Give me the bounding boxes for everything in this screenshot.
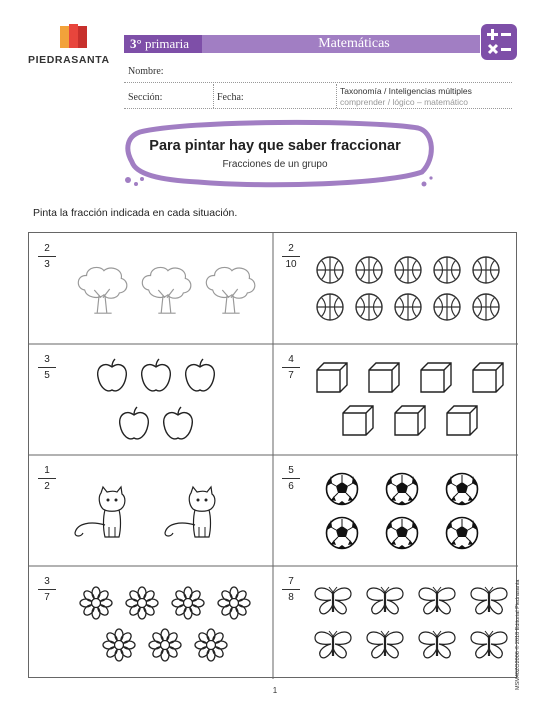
fraction-denominator: 7 bbox=[44, 592, 50, 603]
grade-label bbox=[130, 36, 189, 52]
page-title: Para pintar hay que saber fraccionar bbox=[149, 138, 401, 154]
math-operations-icon bbox=[481, 24, 517, 60]
cube-icon[interactable] bbox=[367, 361, 401, 393]
basketball-icon[interactable] bbox=[315, 292, 345, 322]
exercise-cell-butterflies bbox=[273, 566, 517, 677]
basketball-icon[interactable] bbox=[432, 292, 462, 322]
butterfly-icon[interactable] bbox=[365, 586, 405, 616]
tree-icon[interactable] bbox=[73, 263, 131, 317]
soccer-ball-icon[interactable] bbox=[325, 516, 359, 550]
cube-icon[interactable] bbox=[471, 361, 505, 393]
tree-icon[interactable] bbox=[201, 263, 259, 317]
basketball-icon[interactable] bbox=[393, 255, 423, 285]
fraction bbox=[38, 243, 56, 271]
flower-icon[interactable] bbox=[148, 628, 182, 662]
exercise-cell-trees bbox=[29, 233, 273, 344]
nombre-line[interactable] bbox=[124, 82, 512, 83]
taxonomy-values: comprender / lógico – matemático bbox=[340, 97, 469, 107]
seccion-line bbox=[124, 108, 512, 109]
fraction-denominator: 3 bbox=[44, 259, 50, 270]
apple-icon[interactable] bbox=[139, 358, 173, 394]
fraction-denominator: 7 bbox=[288, 370, 294, 381]
fraction-denominator: 5 bbox=[44, 370, 50, 381]
cube-icon[interactable] bbox=[419, 361, 453, 393]
exercise-cell-soccer-balls bbox=[273, 455, 517, 566]
butterfly-icon[interactable] bbox=[469, 586, 509, 616]
fraction-numerator: 1 bbox=[44, 465, 50, 476]
exercise-cell-flowers bbox=[29, 566, 273, 677]
side-copyright bbox=[512, 550, 522, 690]
soccer-ball-icon[interactable] bbox=[385, 516, 419, 550]
basketball-icon[interactable] bbox=[315, 255, 345, 285]
grade-number: 3° bbox=[130, 36, 142, 51]
soccer-ball-icon[interactable] bbox=[445, 472, 479, 506]
butterfly-icon[interactable] bbox=[313, 586, 353, 616]
fraction-numerator: 3 bbox=[44, 576, 50, 587]
fraction-numerator: 3 bbox=[44, 354, 50, 365]
soccer-ball-icon[interactable] bbox=[385, 472, 419, 506]
fraction-denominator: 8 bbox=[288, 592, 294, 603]
divider bbox=[213, 84, 214, 108]
exercise-grid bbox=[28, 232, 517, 678]
grade-level: primaria bbox=[141, 36, 189, 51]
exercise-cell-basketballs bbox=[273, 233, 517, 344]
fraction-numerator: 2 bbox=[288, 243, 294, 254]
fraction bbox=[282, 243, 300, 271]
basketball-icon[interactable] bbox=[354, 292, 384, 322]
butterfly-icon[interactable] bbox=[365, 630, 405, 660]
basketball-icon[interactable] bbox=[432, 255, 462, 285]
basketball-icon[interactable] bbox=[354, 255, 384, 285]
book-logo-icon bbox=[58, 22, 98, 54]
soccer-ball-icon[interactable] bbox=[325, 472, 359, 506]
fraction-numerator: 7 bbox=[288, 576, 294, 587]
fraction bbox=[38, 354, 56, 382]
apple-icon[interactable] bbox=[95, 358, 129, 394]
cube-icon[interactable] bbox=[393, 404, 427, 436]
basketball-icon[interactable] bbox=[393, 292, 423, 322]
subject-title: Matemáticas bbox=[318, 36, 390, 51]
taxonomy-label: Taxonomía / Inteligencias múltiples bbox=[340, 86, 472, 96]
fecha-label: Fecha: bbox=[217, 92, 244, 103]
apple-icon[interactable] bbox=[117, 406, 151, 442]
fraction-numerator: 2 bbox=[44, 243, 50, 254]
fraction bbox=[282, 465, 300, 493]
butterfly-icon[interactable] bbox=[313, 630, 353, 660]
flower-icon[interactable] bbox=[217, 586, 251, 620]
flower-icon[interactable] bbox=[125, 586, 159, 620]
nombre-label: Nombre: bbox=[128, 66, 164, 77]
cube-icon[interactable] bbox=[445, 404, 479, 436]
tree-icon[interactable] bbox=[137, 263, 195, 317]
flower-icon[interactable] bbox=[171, 586, 205, 620]
exercise-cell-cubes bbox=[273, 344, 517, 455]
piedrasanta-logo bbox=[28, 22, 118, 68]
seccion-label: Sección: bbox=[128, 92, 163, 103]
title-banner bbox=[118, 118, 438, 194]
flower-icon[interactable] bbox=[194, 628, 228, 662]
page-number: 1 bbox=[272, 686, 278, 695]
fraction-denominator: 10 bbox=[285, 259, 297, 270]
brand-name: PIEDRASANTA bbox=[28, 54, 110, 66]
fraction bbox=[282, 576, 300, 604]
fraction-numerator: 4 bbox=[288, 354, 294, 365]
fraction-denominator: 6 bbox=[288, 481, 294, 492]
fraction bbox=[282, 354, 300, 382]
copyright-text: MSM40ZO2006 © 2018 Editorial Piedrasanta bbox=[515, 579, 521, 690]
cat-icon[interactable] bbox=[71, 485, 135, 541]
exercise-cell-cats bbox=[29, 455, 273, 566]
cat-icon[interactable] bbox=[161, 485, 225, 541]
page-subtitle: Fracciones de un grupo bbox=[222, 159, 328, 170]
apple-icon[interactable] bbox=[183, 358, 217, 394]
fraction-denominator: 2 bbox=[44, 481, 50, 492]
fraction bbox=[38, 576, 56, 604]
butterfly-icon[interactable] bbox=[417, 586, 457, 616]
fraction bbox=[38, 465, 56, 493]
butterfly-icon[interactable] bbox=[469, 630, 509, 660]
butterfly-icon[interactable] bbox=[417, 630, 457, 660]
divider bbox=[336, 84, 337, 108]
header-bar bbox=[124, 35, 480, 53]
soccer-ball-icon[interactable] bbox=[445, 516, 479, 550]
flower-icon[interactable] bbox=[79, 586, 113, 620]
basketball-icon[interactable] bbox=[471, 292, 501, 322]
fraction-numerator: 5 bbox=[288, 465, 294, 476]
exercise-cell-apples bbox=[29, 344, 273, 455]
cube-icon[interactable] bbox=[315, 361, 349, 393]
flower-icon[interactable] bbox=[102, 628, 136, 662]
cube-icon[interactable] bbox=[341, 404, 375, 436]
instruction-text: Pinta la fracción indicada en cada situación. bbox=[33, 207, 238, 219]
apple-icon[interactable] bbox=[161, 406, 195, 442]
basketball-icon[interactable] bbox=[471, 255, 501, 285]
